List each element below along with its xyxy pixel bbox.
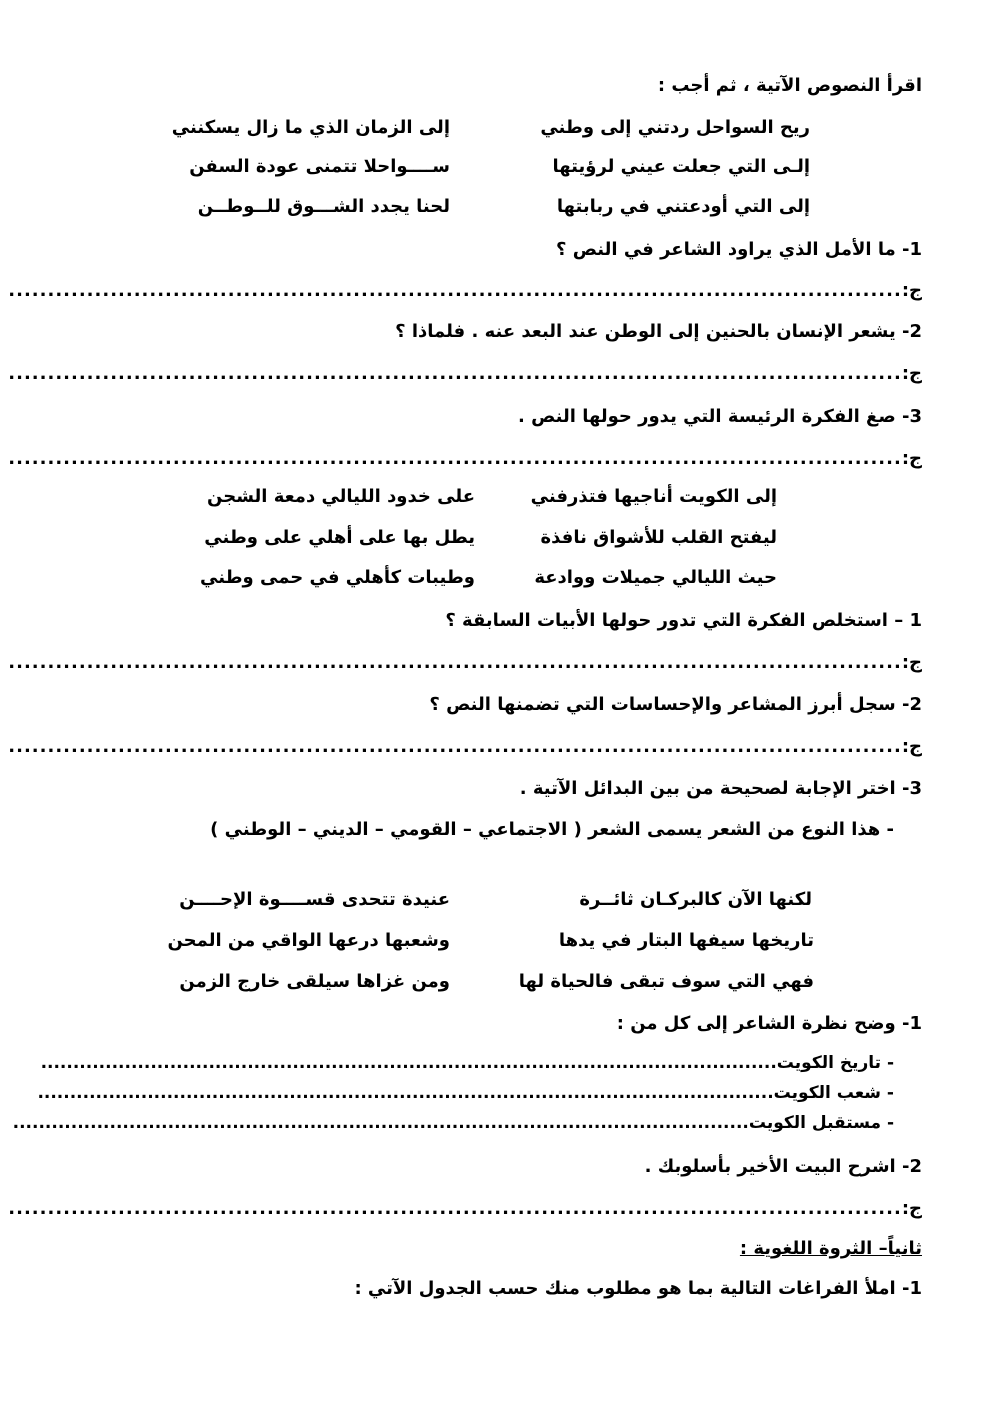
answer-label: ج: <box>901 363 922 384</box>
verse-5-first-hemistich: ليفتح القلب للأشواق نافذة <box>540 527 777 548</box>
question-2-2: 2- سجل أبرز المشاعر والإحساسات التي تضمنها النص ؟ <box>429 694 922 715</box>
question-4-1: 1- املأ الفراغات التالية بما هو مطلوب منك حسب الجدول الآتي : <box>354 1278 922 1299</box>
sub-item-history[interactable] <box>40 1052 894 1074</box>
verse-2-second-hemistich: ســــواحلا تتمنى عودة السفن <box>189 156 450 177</box>
verse-5-second-hemistich: يطل بها على أهلي على وطني <box>204 527 475 548</box>
verse-8-first-hemistich: تاريخها سيفها البتار في يدها <box>558 930 814 951</box>
answer-dots: .................................................................................................................. <box>8 448 902 469</box>
answer-dots: .................................................................................................................. <box>40 1053 777 1073</box>
verse-1-first-hemistich: ريح السواحل ردتني إلى وطني <box>540 117 810 138</box>
answer-dots: .................................................................................................................. <box>12 1113 749 1133</box>
verse-9-first-hemistich: فهي التي سوف تبقى فالحياة لها <box>518 971 814 992</box>
answer-label: ج: <box>901 736 922 757</box>
sub-item-label: - تاريخ الكويت <box>776 1053 894 1073</box>
answer-label: ج: <box>901 448 922 469</box>
answer-label: ج: <box>901 1198 922 1219</box>
answer-line[interactable] <box>8 279 922 303</box>
answer-dots: .................................................................................................................. <box>8 736 902 757</box>
answer-line[interactable] <box>8 651 922 675</box>
answer-dots: .................................................................................................................. <box>8 363 902 384</box>
verse-7-second-hemistich: عنيدة تتحدى قســــوة الإحــــن <box>179 889 450 910</box>
verse-3-first-hemistich: إلى التي أودعتني في ربابتها <box>556 196 810 217</box>
question-1-1: 1- ما الأمل الذي يراود الشاعر في النص ؟ <box>556 239 922 260</box>
verse-4-second-hemistich: على خدود الليالي دمعة الشجن <box>207 486 475 507</box>
answer-label: ج: <box>901 280 922 301</box>
answer-label: ج: <box>901 652 922 673</box>
sub-item-people[interactable] <box>37 1082 894 1104</box>
sub-item-label: - مستقبل الكويت <box>748 1113 894 1133</box>
question-2-3: 3- اختر الإجابة لصحيحة من بين البدائل الآتية . <box>519 778 922 799</box>
verse-4-first-hemistich: إلى الكويت أناجيها فتذرفني <box>530 486 777 507</box>
instructions: اقرأ النصوص الآتية ، ثم أجب : <box>657 75 922 96</box>
answer-line[interactable] <box>8 447 922 471</box>
sub-item-future[interactable] <box>12 1112 894 1134</box>
verse-9-second-hemistich: ومن غزاها سيلقى خارج الزمن <box>179 971 450 992</box>
multiple-choice-item: - هذا النوع من الشعر يسمى الشعر ( الاجتماعي – القومي – الديني – الوطني ) <box>210 819 894 840</box>
answer-dots: .................................................................................................................. <box>37 1083 774 1103</box>
question-2-1: 1 – استخلص الفكرة التي تدور حولها الأبيات السابقة ؟ <box>445 610 922 631</box>
answer-dots: .................................................................................................................. <box>8 280 902 301</box>
sub-item-label: - شعب الكويت <box>773 1083 894 1103</box>
section-heading-vocabulary: ثانياً– الثروة اللغوية : <box>739 1238 922 1259</box>
answer-dots: .................................................................................................................. <box>8 652 902 673</box>
verse-7-first-hemistich: لكنها الآن كالبركـان ثائــرة <box>579 889 812 910</box>
answer-line[interactable] <box>8 735 922 759</box>
verse-8-second-hemistich: وشعبها درعها الواقي من المحن <box>167 930 450 951</box>
verse-6-first-hemistich: حيث الليالي جميلات ووادعة <box>534 567 777 588</box>
verse-1-second-hemistich: إلى الزمان الذي ما زال يسكنني <box>171 117 450 138</box>
verse-6-second-hemistich: وطيبات كأهلي في حمى وطني <box>200 567 475 588</box>
question-1-3: 3- صغ الفكرة الرئيسة التي يدور حولها النص . <box>518 406 922 427</box>
verse-3-second-hemistich: لحنا يجدد الشـــوق للــوطــن <box>197 196 450 217</box>
question-3-2: 2- اشرح البيت الأخير بأسلوبك . <box>644 1156 922 1177</box>
answer-line[interactable] <box>8 1197 922 1221</box>
verse-2-first-hemistich: إلـى التي جعلت عيني لرؤيتها <box>552 156 810 177</box>
question-3-1: 1- وضح نظرة الشاعر إلى كل من : <box>616 1013 922 1034</box>
answer-dots: .................................................................................................................. <box>8 1198 902 1219</box>
answer-line[interactable] <box>8 362 922 386</box>
question-1-2: 2- يشعر الإنسان بالحنين إلى الوطن عند البعد عنه . فلماذا ؟ <box>395 321 922 342</box>
